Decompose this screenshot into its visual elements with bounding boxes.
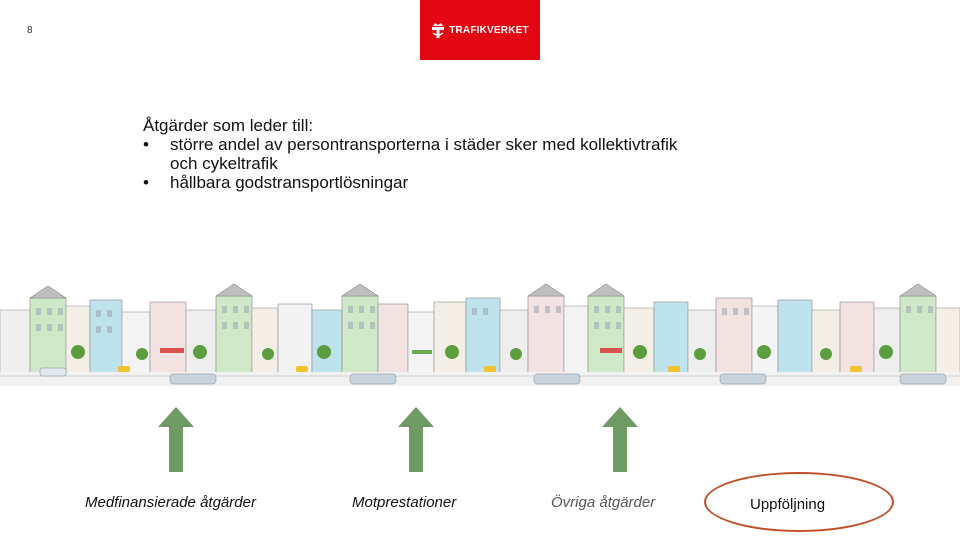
list-item (143, 173, 677, 192)
measures-text (143, 116, 677, 192)
street-surface (0, 372, 960, 386)
building-row (0, 284, 960, 375)
label-motprestationer: Motprestationer (352, 494, 457, 511)
measures-list (143, 135, 677, 192)
bullet-line: och cykeltrafik (170, 154, 278, 173)
logo-wordmark: TRAFIKVERKET (449, 24, 529, 36)
city-street-illustration (0, 280, 960, 390)
label-uppfoljning: Uppföljning (750, 496, 826, 513)
label-medfinansierade: Medfinansierade åtgärder (85, 494, 256, 511)
up-arrow-icon (158, 407, 194, 472)
trafikverket-logo (420, 0, 540, 60)
bullet-marker: • (143, 173, 149, 192)
crown-t-icon (431, 21, 445, 39)
label-ovriga: Övriga åtgärder (551, 494, 656, 511)
up-arrow-icon (398, 407, 434, 472)
bullet-line: större andel av persontransporterna i städer sker med kollektivtrafik (170, 135, 678, 154)
list-item (143, 135, 677, 173)
measures-heading: Åtgärder som leder till: (143, 116, 314, 135)
bullet-line: hållbara godstransportlösningar (170, 173, 409, 192)
up-arrow-icon (602, 407, 638, 472)
slide-number: 8 (27, 25, 33, 36)
highlight-ellipse (704, 472, 894, 532)
bullet-marker: • (143, 135, 149, 154)
